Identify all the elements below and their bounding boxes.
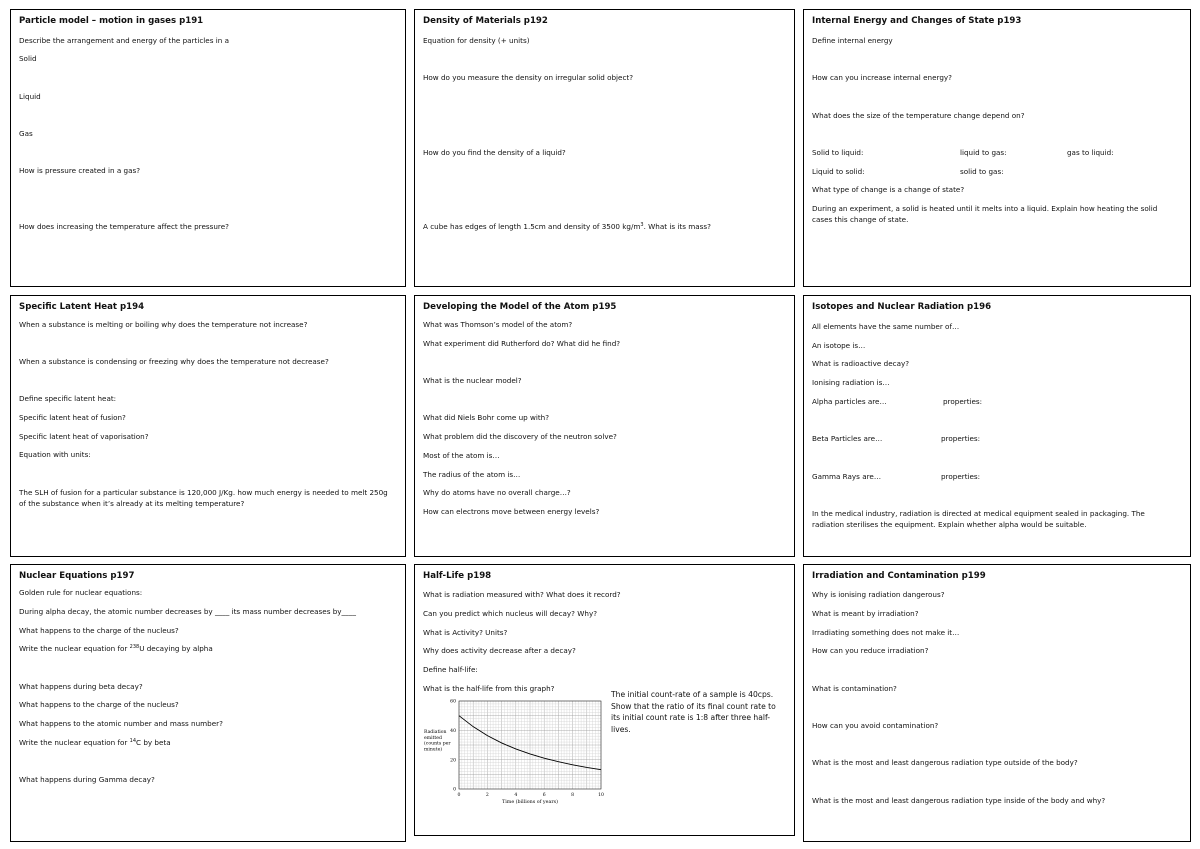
question-text: Irradiating something does not make it… [812, 628, 960, 637]
x-tick-label: 8 [571, 793, 575, 798]
y-tick-label: 20 [450, 758, 456, 764]
y-axis-label: Radiation [424, 730, 447, 735]
card-title: Internal Energy and Changes of State p193 [812, 16, 1022, 26]
question-text: How is pressure created in a gas? [19, 166, 141, 175]
question-text: solid to gas: [960, 167, 1004, 176]
question-part: Write the nuclear equation for [19, 738, 130, 747]
question-text: Can you predict which nucleus will decay? Why? [423, 609, 598, 618]
question-text [19, 644, 213, 655]
y-tick-label: 60 [450, 699, 456, 705]
question-text: Equation with units: [19, 450, 91, 459]
question-text: Gas [19, 129, 33, 138]
card-model-of-atom [414, 295, 795, 557]
question-text: What was Thomson’s model of the atom? [423, 320, 573, 329]
question-text: Beta Particles are… [812, 434, 883, 443]
question-text: Why do atoms have no overall charge…? [423, 488, 571, 497]
x-axis-label: Time (billions of years) [502, 800, 558, 805]
question-text: What type of change is a change of state? [812, 185, 965, 194]
question-text: How does increasing the temperature affect the pressure? [19, 222, 229, 231]
question-text: During an experiment, a solid is heated until it melts into a liquid. Explain how heating the solid cases this change of state. [812, 204, 1158, 224]
card-density [414, 9, 795, 287]
card-title: Density of Materials p192 [423, 16, 548, 26]
x-tick-label: 2 [485, 793, 489, 798]
question-text: Equation for density (+ units) [423, 36, 530, 45]
question-text: gas to liquid: [1067, 148, 1114, 157]
question-text: Liquid to solid: [812, 167, 865, 176]
question-text: properties: [941, 472, 981, 481]
card-title: Nuclear Equations p197 [19, 571, 135, 581]
question-text: What does the size of the temperature change depend on? [812, 111, 1025, 120]
card-irradiation [803, 564, 1191, 842]
question-text: All elements have the same number of… [812, 322, 960, 331]
question-part: . What is its mass? [643, 222, 711, 231]
question-text: Describe the arrangement and energy of the particles in a [19, 36, 229, 45]
question-text: What is Activity? Units? [423, 628, 508, 637]
card-specific-latent-heat [10, 295, 406, 557]
question-text: What is meant by irradiation? [812, 609, 919, 618]
question-part: Write the nuclear equation for [19, 644, 130, 653]
card-isotopes [803, 295, 1191, 557]
question-part: C by beta [136, 738, 171, 747]
question-text: An isotope is… [812, 341, 866, 350]
x-tick-label: 6 [542, 793, 546, 798]
question-text: How can you increase internal energy? [812, 73, 952, 82]
card-title: Particle model – motion in gases p191 [19, 16, 204, 26]
card-particle-model [10, 9, 406, 287]
question-text: Define half-life: [423, 665, 478, 674]
question-text [423, 222, 711, 233]
y-axis-label: emitted [424, 735, 442, 741]
question-part: A cube has edges of length 1.5cm and density of 3500 kg/m [423, 222, 641, 231]
question-text: liquid to gas: [960, 148, 1007, 157]
card-nuclear-equations [10, 564, 406, 842]
question-text: What happens to the charge of the nucleus? [19, 700, 179, 709]
card-title: Irradiation and Contamination p199 [812, 571, 986, 581]
question-text: How do you find the density of a liquid? [423, 148, 566, 157]
question-text: What is the half-life from this graph? [423, 684, 555, 693]
question-text: Gamma Rays are… [812, 472, 882, 481]
question-text: What problem did the discovery of the neutron solve? [423, 432, 617, 441]
x-tick-label: 10 [598, 793, 604, 798]
question-text: The radius of the atom is… [423, 470, 521, 479]
half-life-graph [423, 697, 613, 813]
question-text: What happens to the atomic number and mass number? [19, 719, 223, 728]
question-text: What is the nuclear model? [423, 376, 522, 385]
question-text: What is radiation measured with? What does it record? [423, 590, 621, 599]
x-tick-label: 4 [514, 793, 518, 798]
question-text: How can electrons move between energy levels? [423, 507, 600, 516]
question-text: Define internal energy [812, 36, 893, 45]
question-text: How can you avoid contamination? [812, 721, 939, 730]
question-text: What happens to the charge of the nucleus? [19, 626, 179, 635]
question-text: What is radioactive decay? [812, 359, 910, 368]
question-text: The SLH of fusion for a particular substance is 120,000 J/Kg. how much energy is needed to melt 250g of the substance when it’s already at its melting temperature? [19, 488, 388, 508]
question-text: Specific latent heat of vaporisation? [19, 432, 149, 441]
card-half-life [414, 564, 795, 836]
y-axis-label: minute) [424, 747, 443, 753]
question-text: properties: [943, 397, 983, 406]
question-text: Alpha particles are… [812, 397, 887, 406]
question-text: What did Niels Bohr come up with? [423, 413, 550, 422]
question-text: How can you reduce irradiation? [812, 646, 929, 655]
question-text: What is the most and least dangerous radiation type outside of the body? [812, 758, 1078, 767]
superscript: 238 [129, 644, 140, 650]
card-title: Half-Life p198 [423, 571, 492, 581]
question-text [19, 738, 171, 749]
card-title: Developing the Model of the Atom p195 [423, 302, 617, 312]
question-text: Specific latent heat of fusion? [19, 413, 126, 422]
question-text: In the medical industry, radiation is directed at medical equipment sealed in packaging. The radiation sterilises the equipment. Explain whether alpha would be suitable. [812, 509, 1145, 529]
y-tick-label: 0 [453, 787, 456, 793]
superscript: 3 [640, 222, 644, 228]
question-text: Why is ionising radiation dangerous? [812, 590, 945, 599]
question-text: How do you measure the density on irregular solid object? [423, 73, 634, 82]
card-internal-energy [803, 9, 1191, 287]
question-text: Solid [19, 54, 37, 63]
question-text: What is contamination? [812, 684, 897, 693]
question-text: The initial count-rate of a sample is 40cps. Show that the ratio of its final count rate to its initial count rate is 1:8 after three half-lives. [611, 690, 776, 734]
question-text: Most of the atom is… [423, 451, 500, 460]
question-text: When a substance is melting or boiling why does the temperature not increase? [19, 320, 308, 329]
x-tick-label: 0 [457, 793, 461, 798]
question-text: What experiment did Rutherford do? What did he find? [423, 339, 621, 348]
question-text: Liquid [19, 92, 41, 101]
question-text: During alpha decay, the atomic number decreases by ____ its mass number decreases by____ [19, 607, 356, 616]
question-text: What happens during beta decay? [19, 682, 143, 691]
card-title: Specific Latent Heat p194 [19, 302, 145, 312]
question-text: Golden rule for nuclear equations: [19, 588, 143, 597]
question-text: What happens during Gamma decay? [19, 775, 155, 784]
question-text: Define specific latent heat: [19, 394, 117, 403]
question-text: Ionising radiation is… [812, 378, 890, 387]
card-title: Isotopes and Nuclear Radiation p196 [812, 302, 992, 312]
question-text: properties: [941, 434, 981, 443]
superscript: 14 [129, 738, 137, 744]
question-text: Why does activity decrease after a decay? [423, 646, 576, 655]
question-part: U decaying by alpha [139, 644, 213, 653]
y-axis-label: (counts per [424, 741, 451, 747]
question-text: Solid to liquid: [812, 148, 864, 157]
y-tick-label: 40 [450, 728, 456, 734]
question-text: What is the most and least dangerous radiation type inside of the body and why? [812, 796, 1106, 805]
question-text: When a substance is condensing or freezing why does the temperature not decrease? [19, 357, 329, 366]
